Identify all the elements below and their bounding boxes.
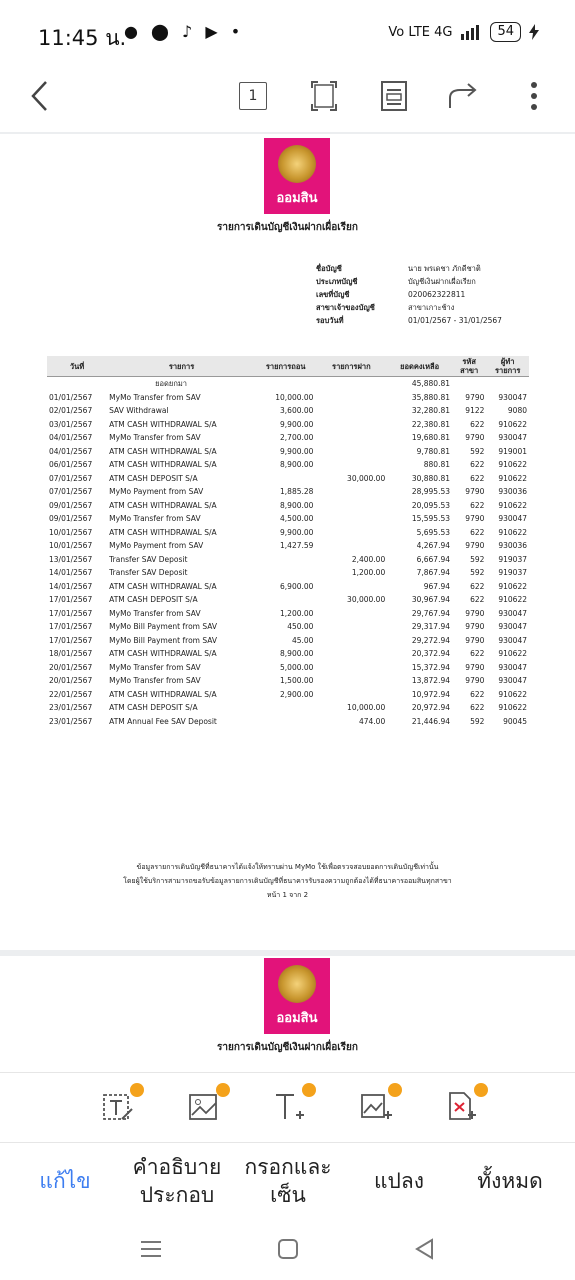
tx-deposit: 30,000.00: [347, 595, 386, 604]
tx-balance: 15,372.94: [411, 662, 450, 672]
table-row: [47, 526, 529, 540]
tx-deposit: [315, 634, 387, 648]
tx-withdrawal: 3,600.00: [280, 406, 314, 415]
tx-date: 04/01/2567: [49, 433, 93, 442]
tx-withdrawal: 2,700.00: [280, 433, 314, 442]
bank-logo: [264, 138, 330, 214]
tx-branch: 622: [470, 703, 485, 712]
table-row: [47, 661, 529, 675]
tx-branch: 9790: [465, 541, 485, 550]
tx-branch: 592: [470, 554, 485, 564]
tx-deposit: [315, 458, 387, 472]
tx-balance: 5,695.53: [416, 527, 450, 537]
tx-deposit: 1,200.00: [351, 568, 386, 577]
document-view-icon: [381, 81, 407, 111]
tx-date: 10/01/2567: [49, 527, 93, 537]
table-row: [47, 391, 529, 405]
status-right: [388, 22, 539, 42]
tx-withdrawal: 8,900.00: [280, 500, 314, 510]
back-triangle-icon: [410, 1234, 440, 1264]
tx-branch: 622: [470, 527, 485, 537]
tx-operator: 930047: [498, 662, 527, 672]
table-row: [47, 472, 529, 486]
tx-date: 07/01/2567: [49, 487, 93, 496]
tx-date: 20/01/2567: [49, 662, 93, 672]
notification-icons: ● ⬤ ♪ ▶ •: [124, 22, 245, 41]
battery-level: 54: [490, 22, 521, 42]
tx-date: 06/01/2567: [49, 460, 93, 469]
tx-branch: 9790: [465, 487, 485, 496]
share-button[interactable]: [446, 78, 482, 114]
tx-operator: 910622: [498, 500, 527, 510]
tx-balance: 28,995.53: [411, 487, 450, 496]
more-options-button[interactable]: [516, 78, 552, 114]
tx-balance: 6,667.94: [416, 554, 450, 564]
back-arrow-icon: [30, 80, 50, 112]
tx-description: MyMo Transfer from SAV: [109, 662, 201, 672]
col-date: วันที่: [47, 356, 107, 377]
tx-balance: 4,267.94: [416, 541, 450, 550]
tx-branch: 9790: [465, 676, 485, 685]
col-operator: ผู้ทำ รายการ: [486, 356, 529, 377]
tx-branch: 9790: [465, 608, 485, 618]
tx-operator: 9080: [507, 406, 527, 415]
tx-branch: 9790: [465, 635, 485, 645]
bank-logo-text: ออมสิน: [276, 1011, 318, 1026]
tx-balance: 20,372.94: [411, 649, 450, 658]
statement-footnote: [0, 860, 575, 902]
edit-tools-bar: [0, 1072, 575, 1143]
tx-deposit: [315, 539, 387, 553]
account-info: [316, 262, 502, 327]
tx-balance: 30,967.94: [411, 595, 450, 604]
tx-balance: 19,680.81: [411, 433, 450, 442]
tx-branch: 9790: [465, 514, 485, 523]
tx-balance: 13,872.94: [411, 676, 450, 685]
tx-branch: 592: [470, 446, 485, 456]
tx-withdrawal: 8,900.00: [280, 460, 314, 469]
tx-operator: 910622: [498, 473, 527, 483]
col-branch: รหัส สาขา: [452, 356, 486, 377]
tx-balance: 15,595.53: [411, 514, 450, 523]
statement-title: รายการเดินบัญชีเงินฝากเผื่อเรียก: [217, 222, 358, 233]
tx-branch: 622: [470, 689, 485, 699]
tx-withdrawal: 4,500.00: [280, 514, 314, 523]
edit-image-icon: [188, 1091, 220, 1123]
viewer-toolbar: [0, 64, 575, 130]
table-row: [47, 458, 529, 472]
tx-withdrawal: 8,900.00: [280, 649, 314, 658]
tx-operator: 910622: [498, 527, 527, 537]
tx-deposit: [315, 499, 387, 513]
tx-deposit: 10,000.00: [347, 703, 386, 712]
tx-description: ATM Annual Fee SAV Deposit: [109, 716, 217, 726]
add-text-tool[interactable]: [274, 1091, 306, 1123]
add-page-tool[interactable]: [446, 1091, 478, 1123]
tx-description: ATM CASH DEPOSIT S/A: [109, 595, 198, 604]
tx-withdrawal: 1,427.59: [280, 541, 314, 550]
tx-deposit: [315, 607, 387, 621]
bottom-tabs: [0, 1142, 575, 1219]
status-time: 11:45 น.: [38, 26, 127, 50]
tx-deposit: [315, 431, 387, 445]
tab-edit[interactable]: แก้ไข: [39, 1169, 91, 1193]
tx-deposit: [315, 526, 387, 540]
tx-operator: 910622: [498, 460, 527, 469]
tx-operator: 930047: [498, 392, 527, 402]
tx-balance: 20,095.53: [411, 500, 450, 510]
tx-withdrawal: [256, 566, 316, 580]
signal-icon: [460, 24, 482, 40]
edit-text-icon: [102, 1091, 134, 1123]
tx-withdrawal: 9,900.00: [280, 419, 314, 429]
tx-balance: 880.81: [423, 460, 450, 469]
tx-withdrawal: [256, 593, 316, 607]
tx-description: Transfer SAV Deposit: [109, 568, 188, 577]
table-row: [47, 553, 529, 567]
tx-description: MyMo Transfer from SAV: [109, 676, 201, 685]
premium-crown-icon: [388, 1083, 402, 1097]
tx-deposit: [315, 391, 387, 405]
tx-withdrawal: 9,900.00: [280, 446, 314, 456]
document-page-1: [0, 134, 575, 950]
home-square-icon: [273, 1234, 303, 1264]
table-row: [47, 715, 529, 729]
tx-date: 01/01/2567: [49, 392, 93, 402]
tx-balance: 29,272.94: [411, 635, 450, 645]
tx-description: ATM CASH DEPOSIT S/A: [109, 473, 198, 483]
home-button[interactable]: [273, 1234, 303, 1264]
table-row: [47, 431, 529, 445]
add-page-icon: [446, 1091, 478, 1123]
add-image-tool[interactable]: [360, 1091, 392, 1123]
tx-branch: 592: [470, 716, 485, 726]
tx-description: MyMo Transfer from SAV: [109, 514, 201, 523]
tx-date: 04/01/2567: [49, 446, 93, 456]
table-row: [47, 580, 529, 594]
tx-branch: 622: [470, 460, 485, 469]
tx-withdrawal: 2,900.00: [280, 689, 314, 699]
table-row: [47, 512, 529, 526]
charging-icon: [529, 24, 539, 40]
tx-branch: 592: [470, 568, 485, 577]
document-viewer[interactable]: [0, 132, 575, 1070]
tab-convert[interactable]: แปลง: [374, 1169, 424, 1193]
premium-crown-icon: [302, 1083, 316, 1097]
tx-date: 10/01/2567: [49, 541, 93, 550]
info-row: ประเภทบัญชี บัญชีเงินฝากเผื่อเรียก: [316, 277, 476, 286]
tx-branch: 9790: [465, 622, 485, 631]
add-text-icon: [274, 1091, 306, 1123]
tx-date: 07/01/2567: [49, 473, 93, 483]
footnote-line-1: ข้อมูลรายการเดินบัญชีที่ธนาคารได้แจ้งให้ทราบผ่าน MyMo ใช้เพื่อตรวจสอบยอดการเดินบัญชีเท่านั้น: [136, 863, 439, 871]
tab-fill-sign[interactable]: กรอกและ เซ็น: [244, 1155, 332, 1207]
tx-branch: 622: [470, 500, 485, 510]
fullscreen-icon: [311, 81, 337, 111]
col-balance: ยอดคงเหลือ: [387, 356, 452, 377]
tx-operator: 910622: [498, 581, 527, 591]
tx-deposit: [315, 404, 387, 418]
carry-forward-row: [47, 377, 529, 391]
tx-description: MyMo Transfer from SAV: [109, 608, 201, 618]
tx-balance: 30,880.81: [411, 473, 450, 483]
network-indicator: Vo LTE 4G: [388, 24, 453, 40]
tx-balance: 967.94: [423, 581, 450, 591]
tx-branch: 9790: [465, 392, 485, 402]
tx-withdrawal: 5,000.00: [280, 662, 314, 672]
tx-operator: 930047: [498, 676, 527, 685]
tx-description: Transfer SAV Deposit: [109, 554, 188, 564]
tx-operator: 919037: [498, 554, 527, 564]
tx-branch: 622: [470, 595, 485, 604]
premium-crown-icon: [216, 1083, 230, 1097]
tx-withdrawal: [256, 553, 316, 567]
transactions-table: [47, 356, 529, 728]
tx-deposit: [315, 674, 387, 688]
tx-description: ATM CASH DEPOSIT S/A: [109, 703, 198, 712]
tx-operator: 910622: [498, 649, 527, 658]
info-row: ชื่อบัญชี นาย พรเดชา ภักดีชาติ: [316, 264, 481, 273]
tx-description: MyMo Payment from SAV: [109, 487, 204, 496]
tx-date: 23/01/2567: [49, 716, 93, 726]
table-row: [47, 499, 529, 513]
premium-crown-icon: [130, 1083, 144, 1097]
tx-operator: 910622: [498, 419, 527, 429]
carry-label: ยอดยกมา: [155, 379, 188, 388]
tx-branch: 9790: [465, 433, 485, 442]
tx-balance: 10,972.94: [411, 689, 450, 699]
tx-branch: 9122: [465, 406, 485, 415]
tx-withdrawal: [256, 472, 316, 486]
tx-description: MyMo Payment from SAV: [109, 541, 204, 550]
tx-date: 17/01/2567: [49, 622, 93, 631]
tx-operator: 930036: [498, 541, 527, 550]
table-row: [47, 539, 529, 553]
tx-branch: 9790: [465, 662, 485, 672]
tx-date: 14/01/2567: [49, 568, 93, 577]
table-row: [47, 404, 529, 418]
tx-description: ATM CASH WITHDRAWAL S/A: [109, 460, 217, 469]
tx-operator: 919037: [498, 568, 527, 577]
system-nav-bar: [0, 1218, 575, 1280]
table-row: [47, 445, 529, 459]
tx-balance: 22,380.81: [411, 419, 450, 429]
table-row: [47, 674, 529, 688]
tx-date: 17/01/2567: [49, 608, 93, 618]
back-button[interactable]: [22, 78, 58, 114]
table-row: [47, 566, 529, 580]
bank-logo: [264, 958, 330, 1034]
tx-description: ATM CASH WITHDRAWAL S/A: [109, 446, 217, 456]
edit-text-tool[interactable]: [102, 1091, 134, 1123]
col-withdrawal: รายการถอน: [256, 356, 316, 377]
tx-description: ATM CASH WITHDRAWAL S/A: [109, 500, 217, 510]
tx-description: ATM CASH WITHDRAWAL S/A: [109, 527, 217, 537]
edit-image-tool[interactable]: [188, 1091, 220, 1123]
tx-date: 17/01/2567: [49, 635, 93, 645]
tx-deposit: [315, 580, 387, 594]
tx-description: ATM CASH WITHDRAWAL S/A: [109, 581, 217, 591]
bank-logo-text: ออมสิน: [276, 191, 318, 206]
tx-deposit: [315, 647, 387, 661]
tx-date: 09/01/2567: [49, 514, 93, 523]
table-row: [47, 607, 529, 621]
tx-deposit: [315, 485, 387, 499]
reading-mode-button[interactable]: [376, 78, 412, 114]
tx-deposit: [315, 445, 387, 459]
table-row: [47, 485, 529, 499]
table-row: [47, 701, 529, 715]
tx-deposit: [315, 661, 387, 675]
tx-date: 17/01/2567: [49, 595, 93, 604]
tx-branch: 622: [470, 581, 485, 591]
col-deposit: รายการฝาก: [315, 356, 387, 377]
table-row: [47, 593, 529, 607]
menu-lines-icon: [136, 1234, 166, 1264]
tx-deposit: [315, 512, 387, 526]
table-header-row: [47, 356, 529, 377]
fit-screen-button[interactable]: [306, 78, 342, 114]
tx-description: ATM CASH WITHDRAWAL S/A: [109, 419, 217, 429]
page-number-badge: 1: [239, 82, 267, 110]
page-label: หน้า 1 จาก 2: [266, 891, 309, 899]
tx-operator: 910622: [498, 595, 527, 604]
footnote-line-2: โดยผู้ใช้บริการสามารถขอรับข้อมูลรายการเดินบัญชีที่ธนาคารรับรองความถูกต้องได้ที่ธนาคารออมสินทุกสาขา: [123, 877, 452, 885]
tx-withdrawal: 10,000.00: [275, 392, 314, 402]
tx-date: 14/01/2567: [49, 581, 93, 591]
tx-withdrawal: [256, 715, 316, 729]
tab-annotate[interactable]: คำอธิบาย ประกอบ: [132, 1155, 222, 1207]
col-description: รายการ: [107, 356, 256, 377]
tx-operator: 930047: [498, 433, 527, 442]
tx-operator: 930047: [498, 514, 527, 523]
tx-withdrawal: 1,200.00: [280, 608, 314, 618]
status-bar: [0, 0, 575, 64]
tx-operator: 90045: [503, 716, 527, 726]
premium-crown-icon: [474, 1083, 488, 1097]
recents-button[interactable]: [136, 1234, 166, 1264]
statement-title: รายการเดินบัญชีเงินฝากเผื่อเรียก: [217, 1042, 358, 1053]
tx-deposit: 30,000.00: [347, 473, 386, 483]
tx-withdrawal: 450.00: [287, 622, 314, 631]
tx-description: MyMo Bill Payment from SAV: [109, 622, 218, 631]
tx-date: 23/01/2567: [49, 703, 93, 712]
tx-description: MyMo Transfer from SAV: [109, 392, 201, 402]
tx-balance: 21,446.94: [411, 716, 450, 726]
tx-deposit: [315, 688, 387, 702]
tx-operator: 919001: [498, 446, 527, 456]
tx-deposit: [315, 620, 387, 634]
tx-deposit: [315, 418, 387, 432]
add-image-icon: [360, 1091, 392, 1123]
tx-withdrawal: 9,900.00: [280, 527, 314, 537]
emblem-icon: [278, 145, 316, 183]
table-row: [47, 647, 529, 661]
tx-date: 22/01/2567: [49, 689, 93, 699]
document-page-2: [0, 956, 575, 1070]
tx-description: MyMo Transfer from SAV: [109, 433, 201, 442]
tx-branch: 622: [470, 649, 485, 658]
tx-date: 18/01/2567: [49, 649, 93, 658]
table-row: [47, 634, 529, 648]
tx-withdrawal: 45.00: [291, 635, 314, 645]
table-row: [47, 620, 529, 634]
info-row: เลขที่บัญชี 020062322811: [316, 290, 466, 299]
tx-balance: 29,767.94: [411, 608, 450, 618]
tab-all[interactable]: ทั้งหมด: [477, 1169, 543, 1193]
tx-deposit: 2,400.00: [351, 554, 386, 564]
tx-date: 09/01/2567: [49, 500, 93, 510]
tx-operator: 910622: [498, 689, 527, 699]
tx-balance: 35,880.81: [411, 392, 450, 402]
info-row: สาขาเจ้าของบัญชี สาขาเกาะช้าง: [316, 303, 455, 312]
tx-description: ATM CASH WITHDRAWAL S/A: [109, 649, 217, 658]
tx-balance: 20,972.94: [411, 703, 450, 712]
emblem-icon: [278, 965, 316, 1003]
tx-description: SAV Withdrawal: [109, 406, 169, 415]
share-icon: [448, 82, 480, 110]
tx-date: 03/01/2567: [49, 419, 93, 429]
carry-balance: 45,880.81: [411, 379, 450, 388]
tx-operator: 930047: [498, 608, 527, 618]
tx-date: 20/01/2567: [49, 676, 93, 685]
more-vertical-icon: [530, 81, 538, 111]
tx-operator: 930036: [498, 487, 527, 496]
tx-date: 13/01/2567: [49, 554, 93, 564]
info-row: รอบวันที่ 01/01/2567 - 31/01/2567: [316, 316, 502, 325]
tx-operator: 930047: [498, 622, 527, 631]
tx-withdrawal: 1,500.00: [280, 676, 314, 685]
tx-withdrawal: 1,885.28: [280, 487, 314, 496]
tx-description: ATM CASH WITHDRAWAL S/A: [109, 689, 217, 699]
tx-branch: 622: [470, 473, 485, 483]
tx-deposit: 474.00: [358, 716, 386, 726]
tx-balance: 7,867.94: [416, 568, 450, 577]
tx-balance: 9,780.81: [416, 446, 450, 456]
page-number-button[interactable]: [235, 78, 271, 114]
tx-operator: 910622: [498, 703, 527, 712]
table-row: [47, 688, 529, 702]
tx-description: MyMo Bill Payment from SAV: [109, 635, 218, 645]
tx-branch: 622: [470, 419, 485, 429]
system-back-button[interactable]: [410, 1234, 440, 1264]
tx-withdrawal: 6,900.00: [280, 581, 314, 591]
tx-withdrawal: [256, 701, 316, 715]
tx-operator: 930047: [498, 635, 527, 645]
tx-date: 02/01/2567: [49, 406, 93, 415]
table-row: [47, 418, 529, 432]
tx-balance: 32,280.81: [411, 406, 450, 415]
tx-balance: 29,317.94: [411, 622, 450, 631]
